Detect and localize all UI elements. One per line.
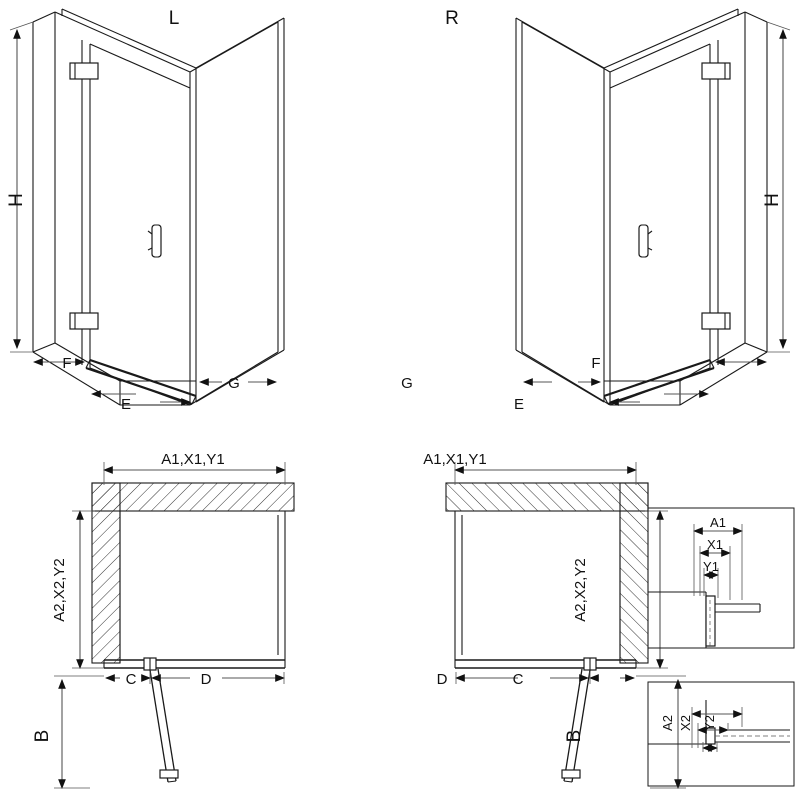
label-detail-top-X1: X1 [707,537,723,552]
detail-view-bottom [648,682,794,786]
label-iso-left-E: E [120,396,132,413]
iso-view-right [516,9,790,405]
label-left-handing: L [168,8,180,29]
label-iso-right-E: E [513,396,525,413]
label-detail-bottom-X2: X2 [678,715,693,731]
label-plan-right-C: C [512,671,524,688]
label-iso-left-F: F [62,355,72,372]
iso-view-left [10,9,284,405]
label-iso-left-height: H [6,193,27,207]
label-plan-right-side: A2,X2,Y2 [572,558,589,622]
label-plan-right-top: A1,X1,Y1 [423,451,487,468]
label-iso-right-height: H [762,193,783,207]
label-detail-bottom-A2: A2 [660,715,675,731]
label-plan-right-D: D [436,671,448,688]
label-plan-right-B: B [564,729,585,743]
label-detail-top-A1: A1 [710,515,726,530]
label-plan-left-side: A2,X2,Y2 [51,558,68,622]
label-iso-right-F: F [591,355,601,372]
label-plan-left-D: D [200,671,212,688]
label-plan-left-C: C [125,671,137,688]
label-detail-bottom-Y2: Y2 [702,715,717,731]
label-plan-left-B: B [32,729,53,743]
label-iso-right-G: G [401,375,413,392]
label-right-handing: R [445,8,459,29]
plan-view-left [54,462,294,788]
label-detail-top-Y1: Y1 [703,559,719,574]
label-plan-left-top: A1,X1,Y1 [161,451,225,468]
label-iso-left-G: G [228,375,240,392]
